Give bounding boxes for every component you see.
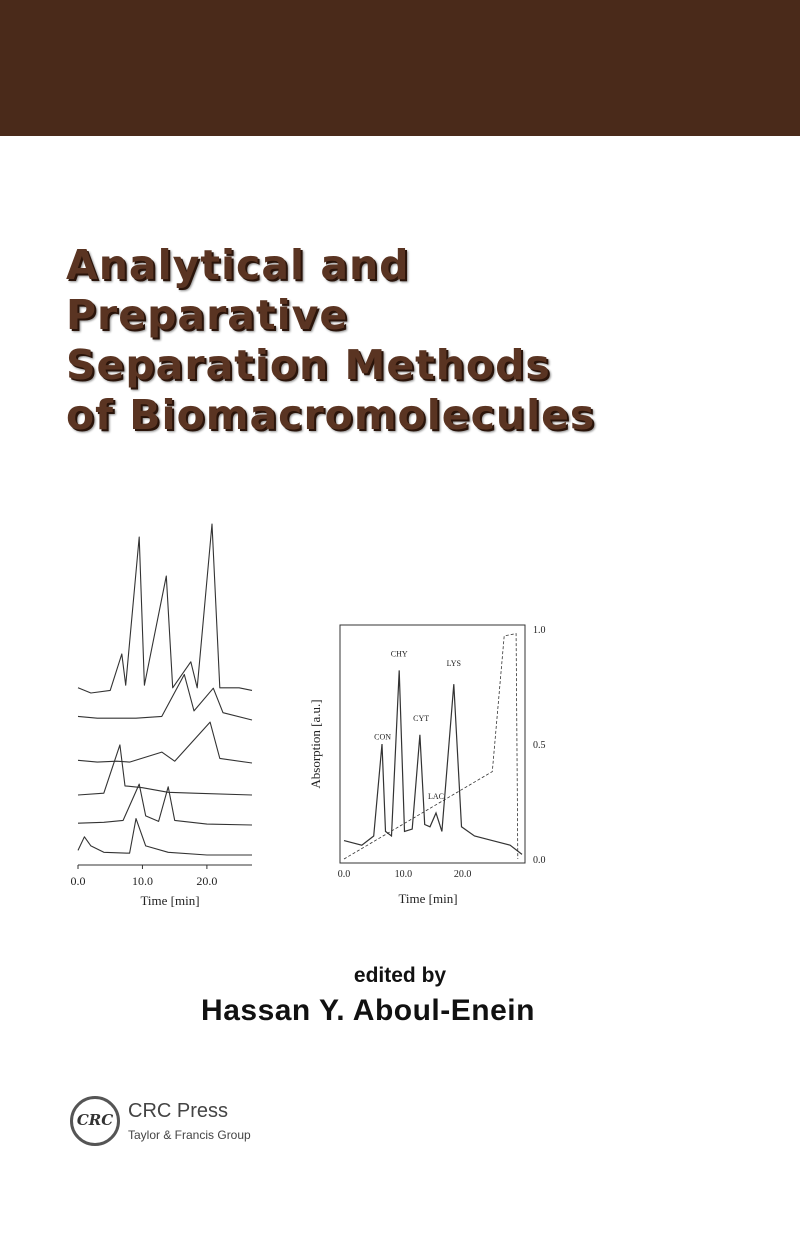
y2-tick-label: 0.0 bbox=[533, 855, 546, 866]
x-tick-label: 10.0 bbox=[394, 869, 413, 880]
publisher-name: CRC Press bbox=[128, 1100, 229, 1122]
chromatogram-trace-1 bbox=[78, 524, 252, 693]
x-axis-label: Time [min] bbox=[140, 893, 200, 908]
y2-tick-label: 1.0 bbox=[533, 625, 546, 636]
logo-text: CRC bbox=[76, 1111, 114, 1129]
edited-by-label: edited by bbox=[353, 964, 447, 987]
x-tick-label: 10.0 bbox=[131, 874, 153, 888]
chromatogram-trace-2 bbox=[78, 675, 252, 721]
x-tick-label: 20.0 bbox=[196, 874, 218, 888]
peak-label-con: CON bbox=[374, 732, 392, 742]
chromatogram-traces bbox=[78, 524, 252, 855]
single-chromatogram-chart bbox=[300, 615, 560, 915]
x-axis-ticks bbox=[71, 865, 253, 888]
peak-label-lac: LAC bbox=[427, 792, 444, 802]
peak-labels bbox=[374, 650, 461, 802]
x-axis-label: Time [min] bbox=[398, 891, 458, 906]
chromatogram-trace-4 bbox=[78, 745, 252, 795]
y-axis-label: Absorption [a.u.] bbox=[308, 699, 323, 789]
absorption-trace bbox=[344, 670, 522, 854]
book-title bbox=[66, 240, 766, 440]
x-tick-label: 0.0 bbox=[70, 874, 86, 888]
plot-frame bbox=[340, 625, 525, 863]
editor-name: Hassan Y. Aboul-Enein bbox=[201, 994, 535, 1027]
stacked-chromatograms-chart bbox=[60, 495, 270, 920]
publisher-group: Taylor & Francis Group bbox=[128, 1128, 251, 1142]
chromatogram-trace-3 bbox=[78, 722, 252, 763]
top-color-band bbox=[0, 0, 800, 136]
peak-label-lys: LYS bbox=[446, 658, 461, 668]
peak-label-cyt: CYT bbox=[413, 714, 430, 723]
title-line-1: Analytical and bbox=[66, 241, 410, 289]
title-line-4: of Biomacromolecules bbox=[66, 391, 596, 439]
peak-label-chy: CHY bbox=[390, 649, 408, 659]
publisher-block bbox=[70, 1096, 370, 1156]
title-line-2: Preparative bbox=[66, 291, 349, 339]
title-line-3: Separation Methods bbox=[66, 341, 551, 389]
chromatogram-trace-5 bbox=[78, 784, 252, 825]
y2-tick-label: 0.5 bbox=[533, 740, 546, 751]
x-tick-label: 20.0 bbox=[453, 869, 472, 880]
chromatogram-traces bbox=[344, 634, 522, 859]
x-tick-label: 0.0 bbox=[337, 869, 351, 880]
axis-ticks bbox=[338, 625, 546, 880]
crc-logo-icon bbox=[70, 1096, 120, 1146]
